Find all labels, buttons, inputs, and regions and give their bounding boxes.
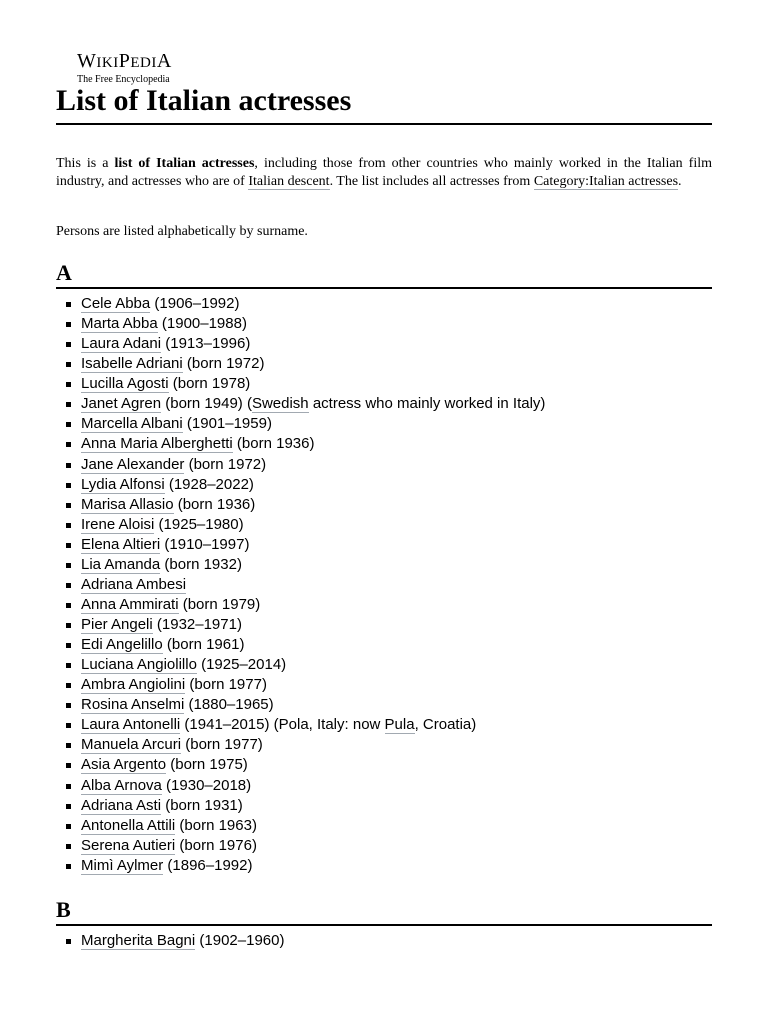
actress-details: (1913–1996) [161,335,251,353]
actress-link[interactable]: Pier Angeli [81,616,153,633]
list-item [56,535,545,555]
actress-link[interactable]: Edi Angelillo [81,636,163,654]
sort-note: Persons are listed alphabetically by surname. [56,224,308,239]
actress-details: (born 1972) [184,455,267,473]
actress-details: (born 1949) ( [161,395,252,413]
actress-link[interactable]: Marisa Allasio [81,495,174,513]
list-item [56,394,545,414]
actress-details: (born 1979) [178,595,261,613]
list-item [56,455,545,475]
actress-details: (born 1961) [162,636,245,654]
actress-details: (born 1963) [175,816,257,834]
actress-details: (1900–1988) [157,315,247,333]
actress-link[interactable]: Jane Alexander [81,455,185,473]
list-item [56,836,545,856]
actress-link[interactable]: Luciana Angiolillo [81,656,197,674]
intro-paragraph: This is a list of Italian actresses, including those from other countries who mainly worked in the Italian film industry, and actresses who are of Italian descent. The list includes all actresses from Category:Italian actresses. [56,156,712,189]
section-divider-a [56,287,712,289]
actress-link[interactable]: Ambra Angiolini [81,676,186,694]
list-item [56,635,545,655]
actress-link[interactable]: Lydia Alfonsi [81,475,165,493]
logo-tagline: The Free Encyclopedia [77,74,170,85]
italian-descent-link[interactable]: Italian descent [248,174,330,189]
actress-details: (1925–1980) [154,515,244,533]
list-item [56,515,545,535]
place-link[interactable]: Pula [384,716,415,734]
actress-details: (1925–2014) [196,656,287,674]
wikipedia-logo[interactable] [77,50,172,86]
actress-link[interactable]: Isabelle Adriani [81,355,183,373]
actress-link[interactable]: Cele Abba [81,295,151,312]
actress-details: (1930–2018) [161,776,252,794]
actress-details: (born 1936) [173,495,256,513]
actress-link[interactable]: Serena Autieri [81,836,176,854]
list-item [56,595,545,615]
logo-wordmark: WIKIPEDIA [77,50,172,72]
list-item [56,675,545,695]
actress-details: (1901–1959) [182,415,272,433]
actress-details: (1941–2015) (Pola, Italy: now [180,716,385,734]
actress-details: actress who mainly worked in Italy) [308,395,546,413]
list-item [56,715,545,735]
title-divider [56,123,712,125]
actress-details: (born 1978) [168,375,251,393]
category-link[interactable]: Category:Italian actresses [533,174,679,189]
actress-details: (1896–1992) [163,856,253,874]
list-item [56,755,545,775]
actress-link[interactable]: Alba Arnova [81,776,162,794]
actress-link[interactable]: Laura Antonelli [81,716,181,734]
actress-link[interactable]: Laura Adani [81,335,162,353]
actress-details: (1932–1971) [152,616,242,633]
actress-list-a [56,294,545,876]
actress-link[interactable]: Anna Maria Alberghetti [81,435,233,453]
place-link[interactable]: Swedish [251,395,309,413]
actress-link[interactable]: Marta Abba [81,315,158,333]
actress-link[interactable]: Lucilla Agosti [81,375,169,393]
list-item [56,856,545,876]
actress-link[interactable]: Elena Altieri [81,535,161,553]
actress-link[interactable]: Adriana Asti [81,796,162,814]
list-item [56,555,545,575]
list-item [56,615,545,635]
list-item [56,414,545,434]
list-item [56,314,545,334]
list-item [56,695,545,715]
list-item [56,816,545,836]
list-item [56,354,545,374]
actress-link[interactable]: Mimì Aylmer [81,856,164,874]
actress-link[interactable]: Anna Ammirati [81,595,179,613]
actress-details: (born 1975) [166,756,248,774]
section-heading-a: A [56,260,72,285]
actress-details: (born 1932) [160,555,242,573]
section-divider-b [56,924,712,926]
actress-details: (born 1977) [185,676,267,694]
list-item [56,796,545,816]
list-item [56,475,545,495]
actress-link[interactable]: Antonella Attili [81,816,176,834]
list-item [56,374,545,394]
list-item [56,294,545,314]
actress-link[interactable]: Rosina Anselmi [81,696,185,714]
actress-details: (1880–1965) [184,696,274,714]
actress-link[interactable]: Janet Agren [81,395,162,413]
actress-details: (1902–1960) [195,932,285,949]
list-item [56,334,545,354]
actress-details: (1906–1992) [150,295,240,312]
actress-details: (born 1972) [182,355,265,373]
actress-details: (born 1936) [232,435,315,453]
actress-link[interactable]: Adriana Ambesi [81,575,187,593]
actress-link[interactable]: Asia Argento [81,756,167,774]
actress-details: (born 1931) [161,796,243,814]
list-item [56,735,545,755]
actress-link[interactable]: Irene Aloisi [81,515,155,533]
actress-details: (born 1976) [175,836,257,854]
actress-details: (1910–1997) [160,535,250,553]
actress-details: , Croatia) [414,716,477,734]
list-item [56,776,545,796]
section-heading-b: B [56,897,71,922]
list-item [56,931,284,951]
actress-link[interactable]: Margherita Bagni [81,932,196,949]
actress-list-b [56,931,284,951]
actress-details: (born 1977) [181,736,263,754]
list-item [56,434,545,454]
list-item [56,575,545,595]
list-item [56,495,545,515]
actress-link[interactable]: Lia Amanda [81,555,161,573]
actress-link[interactable]: Manuela Arcuri [81,736,182,754]
page-title: List of Italian actresses [56,84,352,117]
actress-details: (1928–2022) [164,475,254,493]
actress-link[interactable]: Marcella Albani [81,415,183,433]
list-item [56,655,545,675]
